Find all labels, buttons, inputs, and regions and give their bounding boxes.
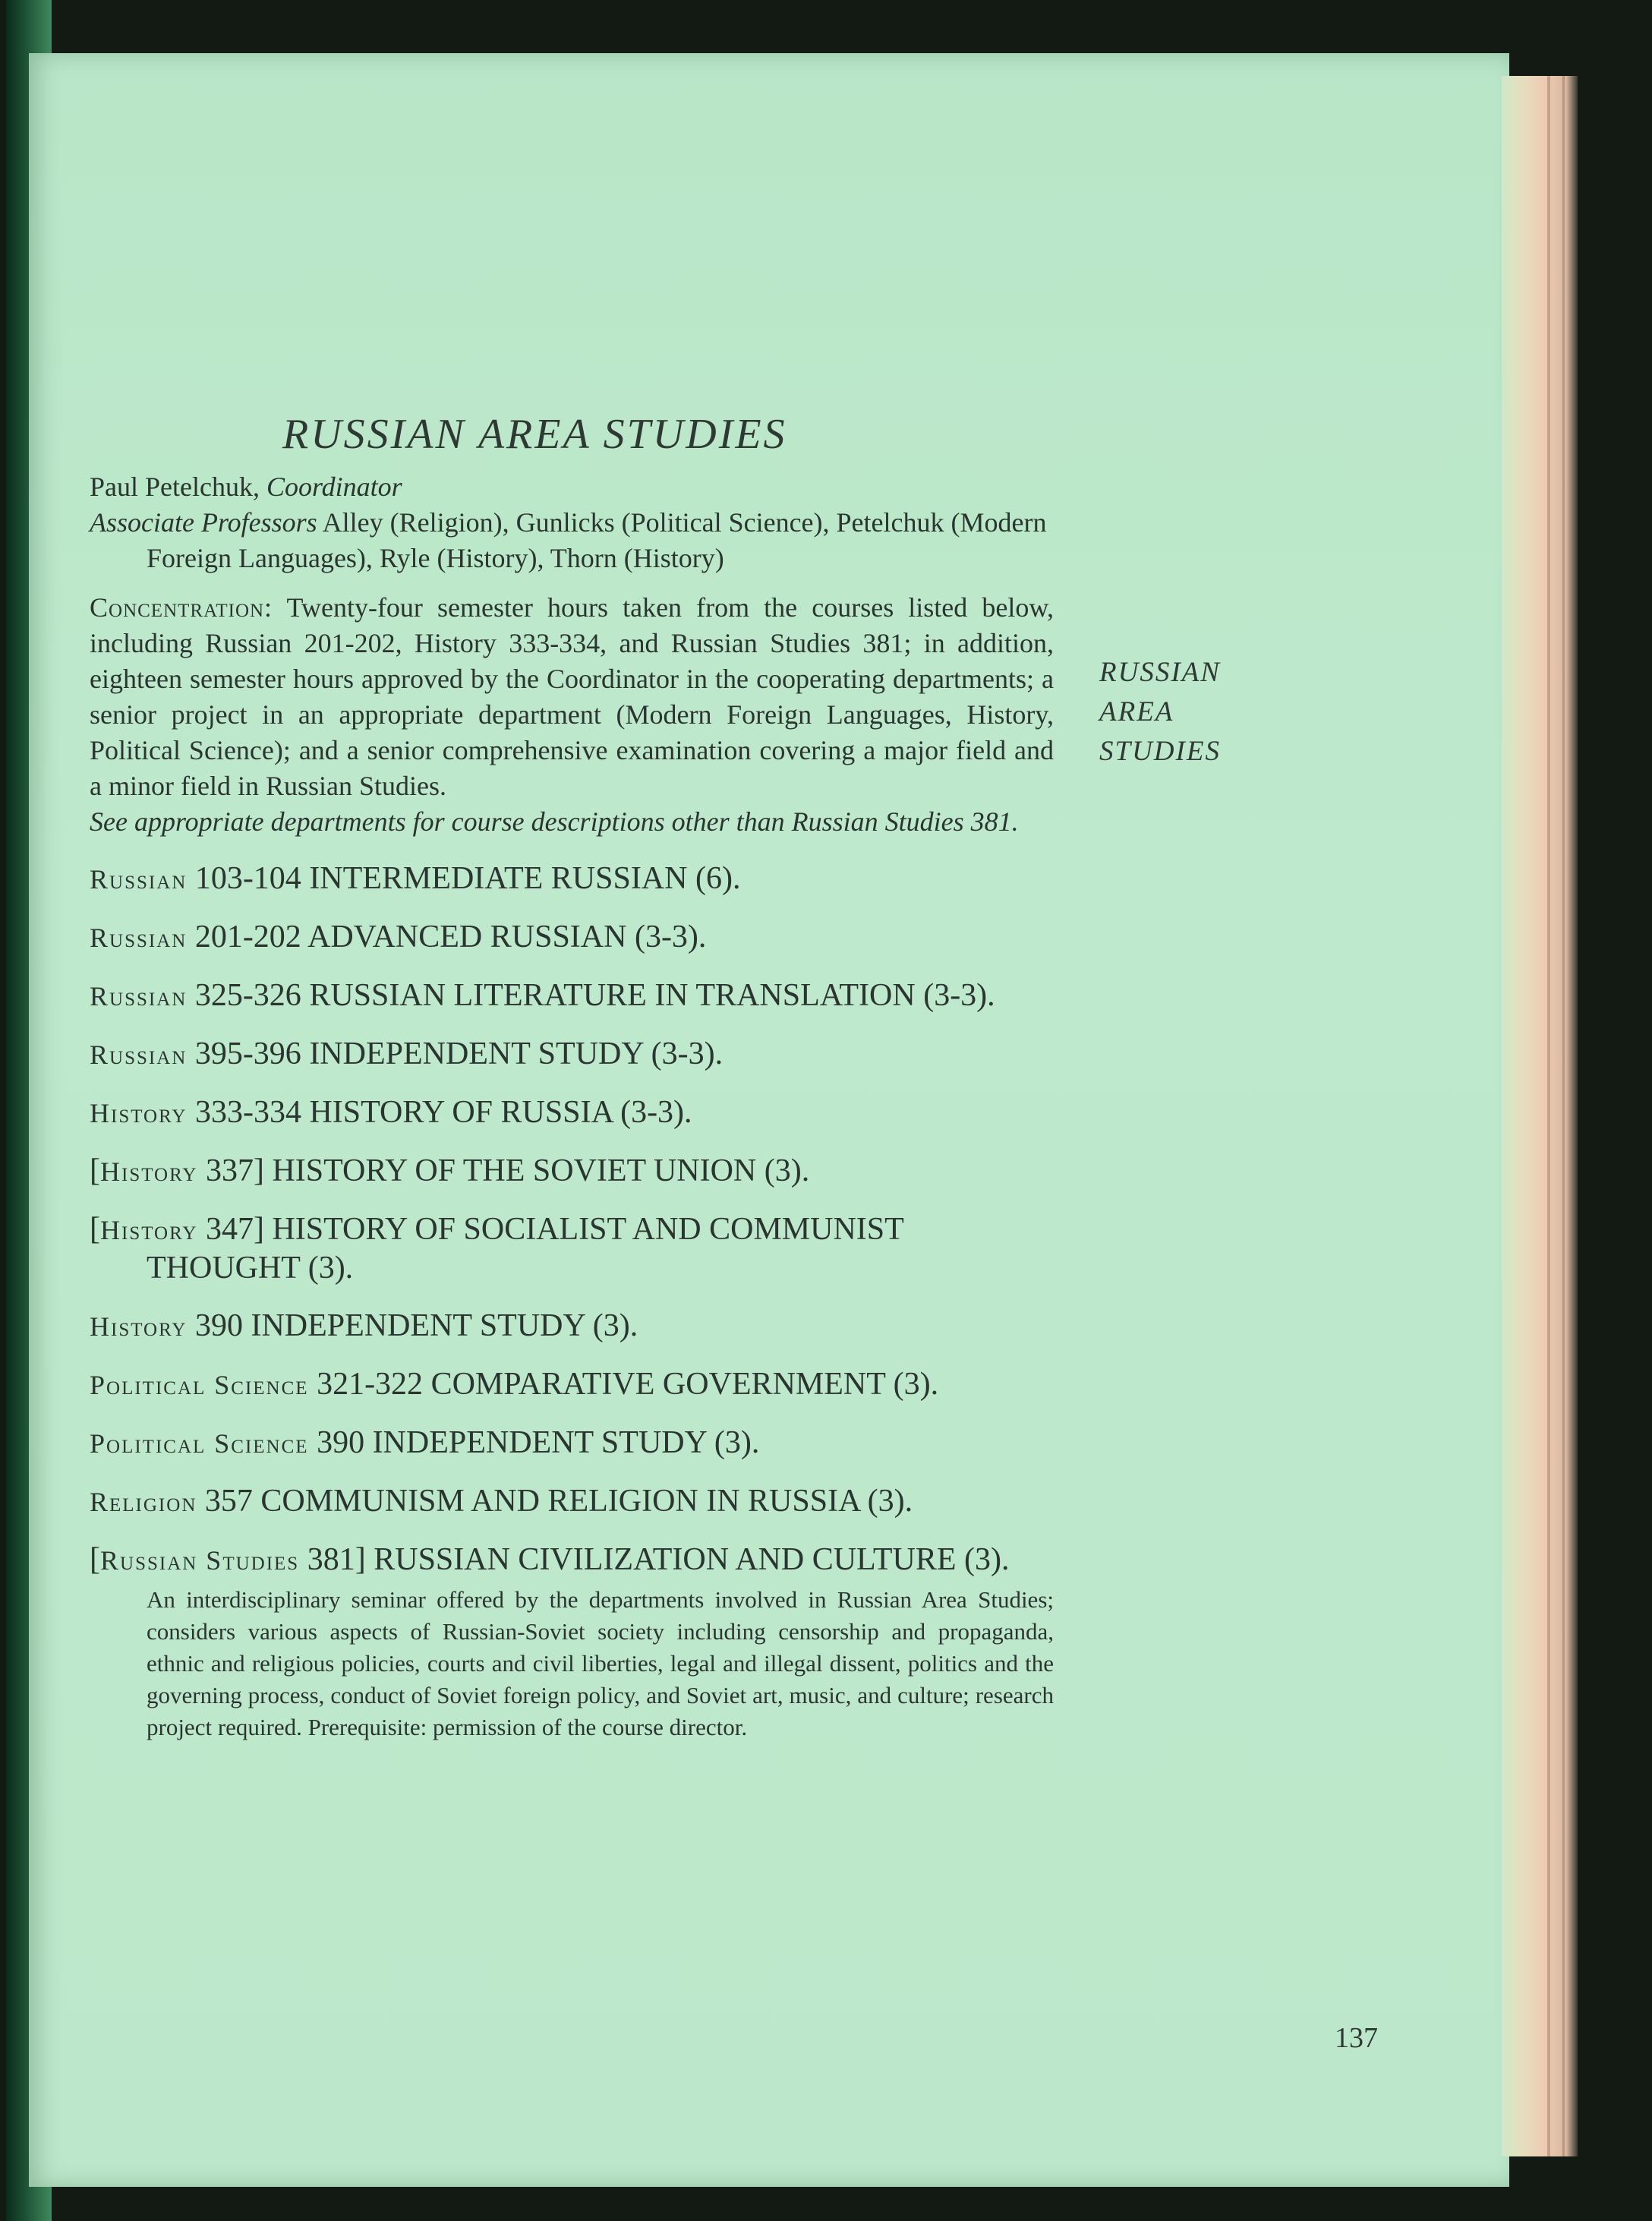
course-title: INDEPENDENT STUDY (3).: [372, 1425, 760, 1460]
course-number: 103-104: [194, 861, 301, 896]
course-dept: Political Science: [90, 1428, 309, 1459]
course-entry: [History 347] HISTORY OF SOCIALIST AND COMMUNIST THOUGHT (3).: [90, 1212, 904, 1286]
margin-heading: [1099, 653, 1327, 771]
page-edge-stack: [1502, 76, 1578, 2156]
course-dept: Russian: [90, 864, 188, 894]
course-number: 390: [194, 1308, 243, 1343]
course-number: 381: [307, 1542, 355, 1577]
concentration-label: Concentration:: [90, 592, 273, 623]
course-entry: [90, 1307, 1054, 1346]
coordinator-line: [90, 469, 1054, 505]
course-title: INTERMEDIATE RUSSIAN (6).: [309, 861, 741, 896]
margin-heading-line: AREA: [1099, 696, 1174, 727]
course-title: COMMUNISM AND RELIGION IN RUSSIA (3).: [260, 1484, 913, 1519]
course-number: 321-322: [317, 1367, 424, 1402]
concentration-note: See appropriate departments for course descriptions other than Russian Studies 381.: [90, 806, 1019, 837]
margin-heading-line: RUSSIAN: [1099, 657, 1221, 688]
course-title: COMPARATIVE GOVERNMENT (3).: [430, 1367, 939, 1402]
course-entry: [90, 1035, 1054, 1074]
course-entry: [Russian Studies 381] RUSSIAN CIVILIZATION AND CULTURE (3).: [90, 1542, 1010, 1577]
course-entry: [90, 860, 1054, 898]
course-title: HISTORY OF SOCIALIST AND COMMUNIST THOUGHT (3).: [147, 1212, 904, 1286]
faculty-rank: Associate Professors: [90, 507, 317, 538]
course-title: INDEPENDENT STUDY (3-3).: [309, 1036, 724, 1071]
course-number: 390: [317, 1425, 365, 1460]
course-number: 201-202: [194, 920, 301, 954]
course-title: HISTORY OF THE SOVIET UNION (3).: [272, 1153, 810, 1188]
course-entry: [History 337] HISTORY OF THE SOVIET UNION (3).: [90, 1153, 810, 1188]
course-entry: [90, 1424, 1054, 1462]
course-dept: History: [90, 1311, 188, 1342]
course-title: ADVANCED RUSSIAN (3-3).: [307, 920, 707, 954]
course-dept: Russian: [90, 923, 188, 953]
course-number: 325-326: [194, 978, 301, 1013]
course-dept: History: [100, 1215, 198, 1245]
book-page: [6, 0, 1652, 2221]
course-entry: [90, 1482, 1054, 1521]
page-number: 137: [1335, 2022, 1378, 2054]
margin-heading-line: STUDIES: [1099, 736, 1221, 767]
course-dept: Religion: [90, 1487, 197, 1517]
course-title: RUSSIAN LITERATURE IN TRANSLATION (3-3).: [309, 978, 995, 1013]
course-list: [90, 860, 1054, 1579]
concentration-paragraph: [90, 590, 1054, 804]
course-title: HISTORY OF RUSSIA (3-3).: [309, 1095, 692, 1130]
course-entry: [90, 976, 1054, 1015]
concentration-text: Twenty-four semester hours taken from the courses listed below, including Russian 201-202, History 333-334, and Russian Studies 381; in addition, eighteen semester hours approved by the Coordinator in the cooperating departments; a senior project in an appropriate department (Modern Foreign Languages, History, Political Science); and a senior comprehensive examination covering a major field and a minor field in Russian Studies.: [90, 592, 1054, 801]
course-dept: Russian Studies: [100, 1545, 300, 1576]
course-entry: [90, 1093, 1054, 1132]
course-dept: History: [90, 1098, 188, 1128]
course-number: 333-334: [194, 1095, 301, 1130]
coordinator-role: Coordinator: [266, 472, 402, 502]
course-dept: Russian: [90, 1040, 188, 1070]
course-number: 337: [205, 1153, 254, 1188]
coordinator-name: Paul Petelchuk,: [90, 472, 260, 502]
course-dept: Russian: [90, 981, 188, 1011]
course-title: RUSSIAN CIVILIZATION AND CULTURE (3).: [374, 1542, 1010, 1577]
main-text-column: [90, 410, 1054, 1743]
course-dept: Political Science: [90, 1370, 309, 1400]
course-entry: [90, 1365, 1054, 1404]
course-dept: History: [100, 1156, 198, 1187]
faculty-line: [90, 505, 1054, 576]
course-entry: [90, 918, 1054, 957]
course-number: 347: [205, 1212, 254, 1247]
course-number: 357: [204, 1484, 253, 1519]
course-number: 395-396: [194, 1036, 301, 1071]
section-title: RUSSIAN AREA STUDIES: [282, 411, 787, 458]
course-description: An interdisciplinary seminar offered by the departments involved in Russian Area Studies; considers various aspects of Russian-Soviet society including censorship and propaganda, ethnic and religious policies, courts and civil liberties, legal and illegal dissent, politics and the governing process, conduct of Soviet foreign policy, and Soviet art, music, and culture; research project required. Prerequisite: permission of the course director.: [147, 1586, 1054, 1740]
faculty-list: Alley (Religion), Gunlicks (Political Science), Petelchuk (Modern Foreign Languages), Ryle (History), Thorn (History): [147, 507, 1047, 573]
course-title: INDEPENDENT STUDY (3).: [251, 1308, 638, 1343]
